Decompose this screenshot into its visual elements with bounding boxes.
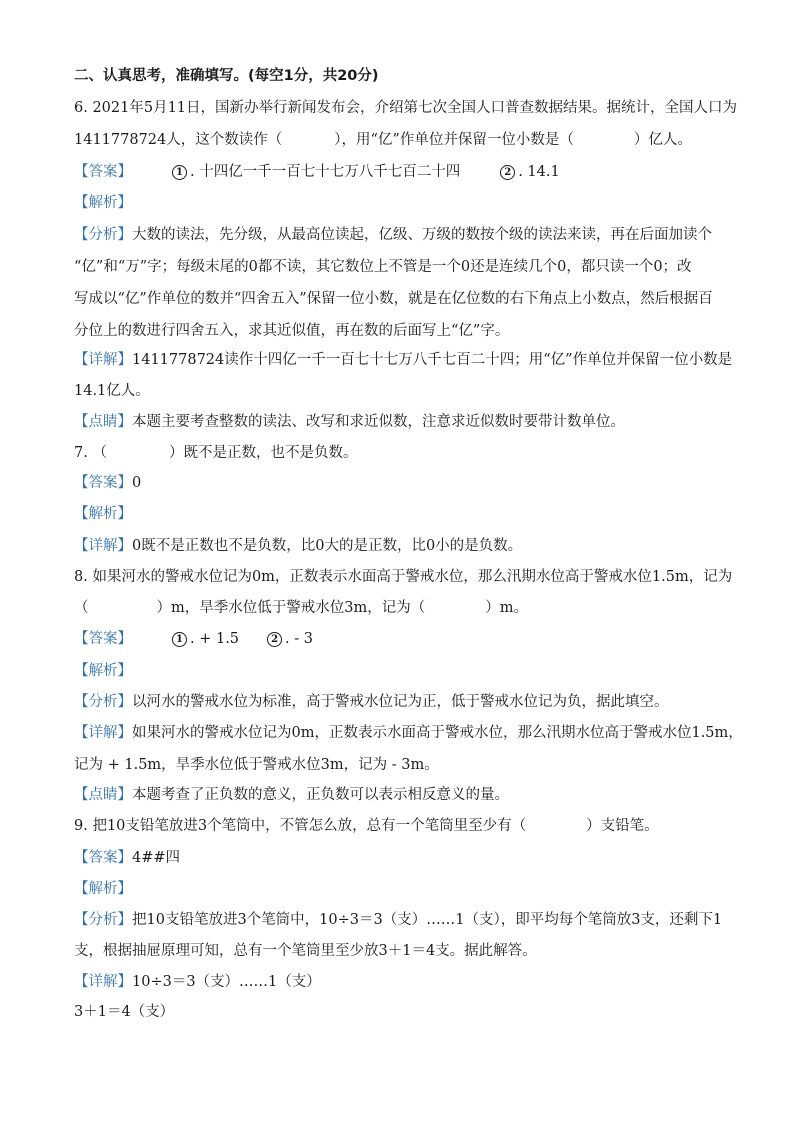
q8-line-1: 8. 如果河水的警戒水位记为0m，正数表示水面高于警戒水位，那么汛期水位高于警戒水位1.5m，记为 — [74, 569, 733, 585]
q8-line-2 — [74, 598, 528, 618]
q6-text-a: 1411778724人，这个数读作（ — [74, 132, 283, 148]
q6-answer-2: . 14.1 — [518, 164, 560, 180]
q7-text-a: 7. （ — [74, 445, 107, 461]
q8-dianjing — [74, 785, 509, 805]
q6-fenxi-1 — [74, 225, 712, 245]
q8-fenxi-text: 以河水的警戒水位为标准，高于警戒水位记为正，低于警戒水位记为负，据此填空。 — [132, 694, 669, 710]
q6-dianjing-text: 本题主要考查整数的读法、改写和求近似数，注意求近似数时要带计数单位。 — [132, 414, 625, 430]
circled-number-1: 1 — [172, 632, 187, 647]
q7-xiangjie-text: 0既不是正数也不是负数，比0大的是正数，比0小的是负数。 — [132, 538, 523, 554]
xiangjie-tag: 【详解】 — [74, 974, 132, 990]
q9-text-a: 9. 把10支铅笔放进3个笔筒中，不管怎么放，总有一个笔筒里至少有（ — [74, 818, 527, 834]
q8-xiangjie-text-1: 如果河水的警戒水位记为0m，正数表示水面高于警戒水位，那么汛期水位高于警戒水位1.5m， — [132, 725, 743, 741]
q8-text-b: ）m，旱季水位低于警戒水位3m，记为（ — [156, 600, 426, 616]
circled-number-2: 2 — [267, 632, 282, 647]
q9-fenxi-1 — [74, 910, 722, 930]
q9-fenxi-text-1: 把10支铅笔放进3个笔筒中，10÷3＝3（支）……1（支），即平均每个笔筒放3支，还剩下1 — [132, 912, 723, 928]
q8-answer — [74, 629, 313, 649]
q6-xiangjie-text-1: 1411778724读作十四亿一千一百七十七万八千七百二十四；用“亿”作单位并保留一位小数是 — [132, 352, 733, 368]
q7-jiexi-tag: 【解析】 — [74, 506, 132, 522]
q6-line-1: 6. 2021年5月11日，国新办举行新闻发布会，介绍第七次全国人口普查数据结果。据统计，全国人口为 — [74, 100, 738, 116]
answer-tag: 【答案】 — [74, 631, 132, 647]
xiangjie-tag: 【详解】 — [74, 725, 132, 741]
q8-dianjing-text: 本题考查了正负数的意义，正负数可以表示相反意义的量。 — [132, 787, 509, 803]
q7-text-b: ）既不是正数，也不是负数。 — [168, 445, 358, 461]
q8-xiangjie-2: 记为 + 1.5m，旱季水位低于警戒水位3m，记为 - 3m。 — [74, 757, 439, 773]
q7-answer — [74, 473, 141, 493]
q6-jiexi-tag: 【解析】 — [74, 195, 132, 211]
q9-text-b: ）支铅笔。 — [586, 818, 659, 834]
answer-tag: 【答案】 — [74, 850, 132, 866]
q6-fenxi-2: “亿”和“万”字；每级末尾的0都不读，其它数位上不管是一个0还是连续几个0，都只读一个0；改 — [74, 259, 692, 275]
section-title: 二、认真思考，准确填写。(每空1分，共20分) — [74, 68, 379, 84]
q6-line-2 — [74, 130, 692, 150]
q9-line-1 — [74, 816, 659, 836]
q9-fenxi-2: 支，根据抽屉原理可知，总有一个笔筒里至少放3＋1＝4支。据此解答。 — [74, 943, 537, 959]
q7-answer-value: 0 — [132, 475, 142, 491]
xiangjie-tag: 【详解】 — [74, 352, 132, 368]
q6-dianjing — [74, 412, 625, 432]
q8-text-a: （ — [74, 600, 89, 616]
q6-xiangjie-2: 14.1亿人。 — [74, 383, 150, 399]
q8-xiangjie-1 — [74, 723, 743, 743]
q9-answer — [74, 848, 180, 868]
q7-xiangjie — [74, 536, 522, 556]
q6-xiangjie-1 — [74, 350, 732, 370]
q6-fenxi-3: 写成以“亿”作单位的数并“四舍五入”保留一位小数，就是在亿位数的右下角点上小数点，然后根据百 — [74, 291, 713, 307]
q9-answer-value: 4##四 — [132, 850, 181, 866]
q9-xiangjie-1 — [74, 972, 321, 992]
circled-number-2: 2 — [500, 165, 515, 180]
fenxi-tag: 【分析】 — [74, 912, 132, 928]
dianjing-tag: 【点睛】 — [74, 787, 132, 803]
q9-xiangjie-2: 3＋1＝4（支） — [74, 1004, 175, 1020]
q6-text-b: ），用“亿”作单位并保留一位小数是（ — [334, 132, 574, 148]
fenxi-tag: 【分析】 — [74, 227, 132, 243]
q6-answer-1: . 十四亿一千一百七十七万八千七百二十四 — [190, 164, 461, 180]
q8-fenxi — [74, 692, 669, 712]
dianjing-tag: 【点睛】 — [74, 414, 132, 430]
q9-jiexi-tag: 【解析】 — [74, 881, 132, 897]
q9-xiangjie-text-1: 10÷3＝3（支）……1（支） — [132, 974, 321, 990]
q6-fenxi-4: 分位上的数进行四舍五入，求其近似值，再在数的后面写上“亿”字。 — [74, 323, 510, 339]
q6-fenxi-text-1: 大数的读法，先分级，从最高位读起，亿级、万级的数按个级的读法来读，再在后面加读个 — [132, 227, 712, 243]
xiangjie-tag: 【详解】 — [74, 538, 132, 554]
q8-answer-1: . + 1.5 — [190, 631, 240, 647]
q6-answer — [74, 162, 560, 182]
fenxi-tag: 【分析】 — [74, 694, 132, 710]
q7-line-1 — [74, 443, 357, 463]
q8-jiexi-tag: 【解析】 — [74, 663, 132, 679]
q6-text-c: ）亿人。 — [633, 132, 692, 148]
answer-tag: 【答案】 — [74, 164, 132, 180]
answer-tag: 【答案】 — [74, 475, 132, 491]
q8-answer-2: . - 3 — [285, 631, 313, 647]
circled-number-1: 1 — [172, 165, 187, 180]
q8-text-c: ）m。 — [485, 600, 528, 616]
